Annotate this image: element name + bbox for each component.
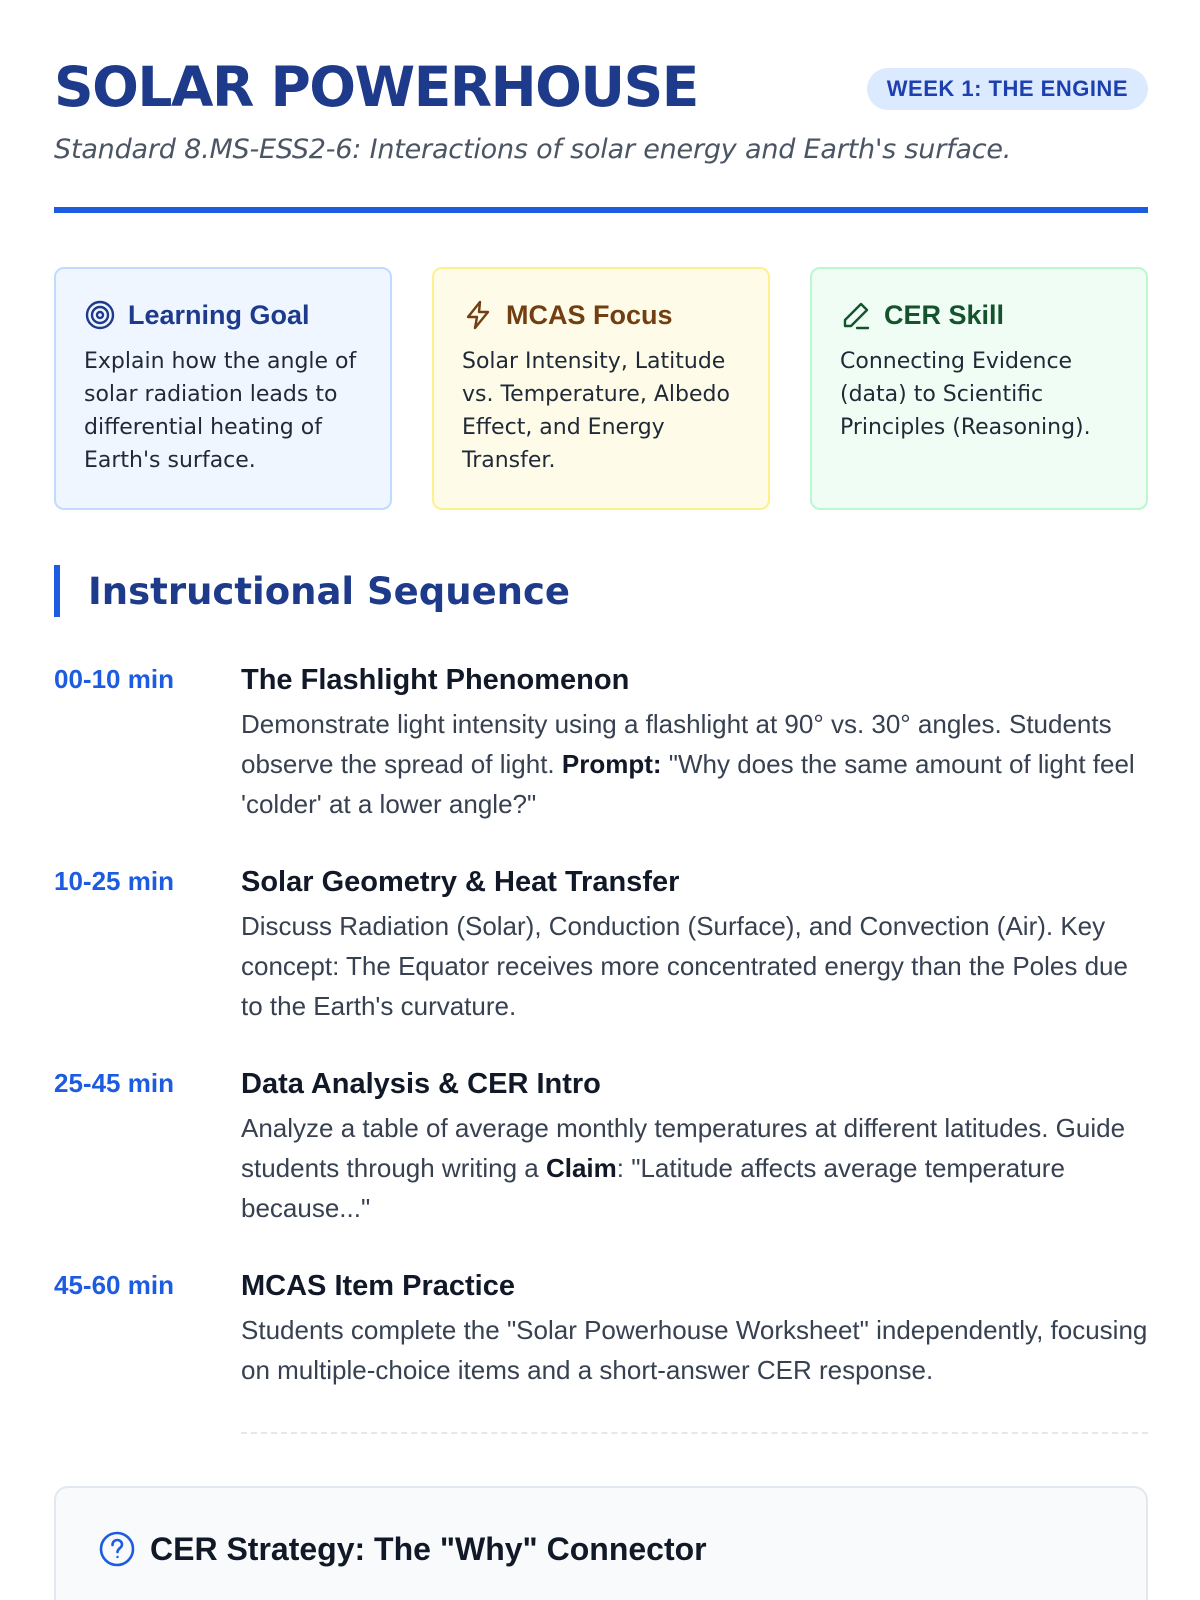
target-icon bbox=[84, 299, 116, 331]
step-title: Solar Geometry & Heat Transfer bbox=[241, 866, 680, 898]
step-text: Analyze a table of average monthly temperatures at different latitudes. Guide students through writing a Claim: "Latitude affects average temperature because..." bbox=[241, 1113, 1126, 1223]
card-text: Solar Intensity, Latitude vs. Temperature, Albedo Effect, and Energy Transfer. bbox=[462, 349, 730, 473]
card-text: Explain how the angle of solar radiation leads to differential heating of Earth's surface. bbox=[84, 349, 357, 473]
step-time: 00-10 min bbox=[54, 664, 174, 694]
header-divider bbox=[54, 207, 1148, 213]
sequence-step bbox=[54, 1064, 1148, 1228]
sequence-step bbox=[54, 862, 1148, 1026]
step-title: The Flashlight Phenomenon bbox=[241, 664, 630, 696]
sequence-end-divider bbox=[241, 1432, 1148, 1434]
section-title: Instructional Sequence bbox=[88, 569, 571, 613]
card-title: MCAS Focus bbox=[506, 299, 673, 330]
standard-subtitle: Standard 8.MS-ESS2-6: Interactions of solar energy and Earth's surface. bbox=[54, 134, 1012, 165]
step-title: MCAS Item Practice bbox=[241, 1270, 515, 1302]
sequence-step bbox=[54, 660, 1148, 824]
question-circle-icon bbox=[98, 1530, 136, 1568]
section-heading bbox=[54, 565, 570, 617]
instructional-steps bbox=[54, 660, 1148, 1428]
cer-strategy-box bbox=[54, 1486, 1148, 1600]
cer-skill-card bbox=[810, 267, 1148, 510]
step-title: Data Analysis & CER Intro bbox=[241, 1068, 601, 1100]
card-title: CER Skill bbox=[884, 299, 1005, 330]
card-text: Connecting Evidence (data) to Scientific Principles (Reasoning). bbox=[840, 349, 1091, 440]
learning-goal-card bbox=[54, 267, 392, 510]
step-text: Demonstrate light intensity using a flashlight at 90° vs. 30° angles. Students observe the spread of light. Prompt: "Why does the same amount of light feel 'colder' at a lower angle?" bbox=[241, 709, 1135, 819]
step-time: 45-60 min bbox=[54, 1270, 174, 1300]
page-header bbox=[54, 54, 1148, 165]
section-accent-bar bbox=[54, 565, 60, 617]
step-text: Discuss Radiation (Solar), Conduction (Surface), and Convection (Air). Key concept: The Equator receives more concentrated energy than the Poles due to the Earth's curvature. bbox=[241, 911, 1128, 1021]
page-title: SOLAR POWERHOUSE bbox=[54, 55, 698, 119]
strategy-title: CER Strategy: The "Why" Connector bbox=[150, 1530, 707, 1567]
pencil-icon bbox=[840, 299, 872, 331]
lightning-icon bbox=[462, 299, 494, 331]
info-cards bbox=[54, 267, 1148, 510]
sequence-step bbox=[54, 1266, 1148, 1390]
step-time: 25-45 min bbox=[54, 1068, 174, 1098]
step-text: Students complete the "Solar Powerhouse Worksheet" independently, focusing on multiple-choice items and a short-answer CER response. bbox=[241, 1315, 1148, 1385]
week-badge: WEEK 1: THE ENGINE bbox=[867, 68, 1148, 110]
mcas-focus-card bbox=[432, 267, 770, 510]
step-time: 10-25 min bbox=[54, 866, 174, 896]
card-title: Learning Goal bbox=[128, 299, 310, 330]
